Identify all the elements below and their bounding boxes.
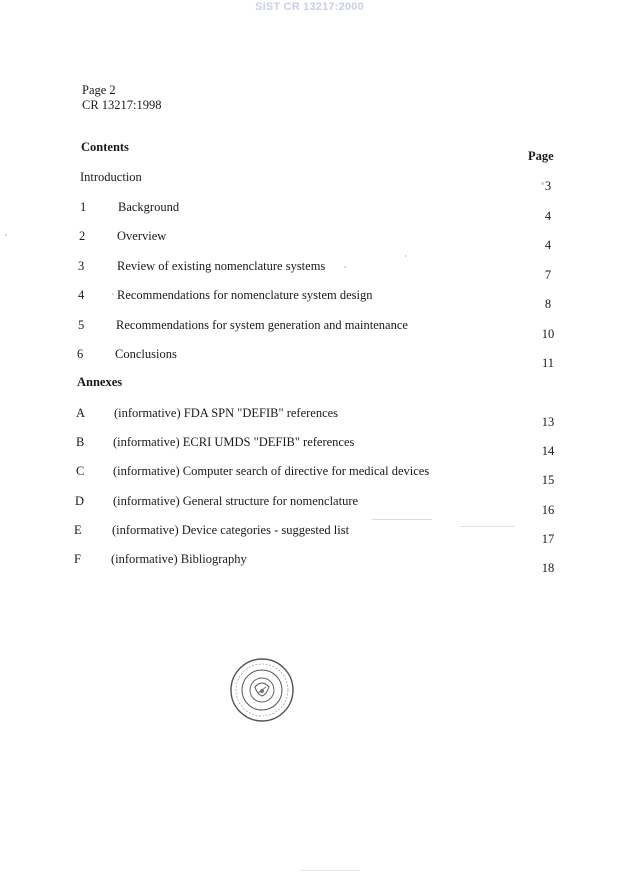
toc-entry-title: Conclusions: [115, 347, 177, 361]
contents-title: Contents: [81, 140, 129, 154]
scan-speck: [5, 234, 7, 236]
toc-entry-number: 5: [78, 318, 85, 332]
scan-speck: [405, 255, 407, 257]
annex-title: (informative) ECRI UMDS "DEFIB" references: [113, 435, 355, 449]
toc-entry-page: 10: [541, 327, 555, 341]
annexes-title: Annexes: [77, 375, 123, 389]
annex-title: (informative) Bibliography: [111, 552, 247, 566]
annex-letter: F: [74, 552, 81, 566]
annex-page: 13: [541, 415, 555, 429]
annex-page: 18: [541, 561, 555, 575]
toc-entry-title: Overview: [117, 229, 167, 243]
scan-speck: [344, 266, 346, 268]
toc-entry-title: Introduction: [80, 170, 142, 184]
scan-speck: [460, 526, 515, 527]
toc-entry-page: 4: [544, 238, 552, 252]
toc-entry-introduction: [0, 170, 619, 198]
toc-entry-page: 8: [544, 297, 552, 311]
annex-entry-c: [0, 464, 619, 492]
toc-entry-page: 4: [544, 209, 552, 223]
annex-letter: B: [76, 435, 85, 449]
toc-entry-number: 6: [77, 347, 84, 361]
annex-page: 14: [541, 444, 555, 458]
toc-entry-number: 1: [80, 200, 87, 214]
scan-speck: [112, 293, 114, 295]
annex-entry-f: [0, 552, 619, 580]
toc-entry-title: Recommendations for nomenclature system design: [117, 288, 373, 302]
toc-entry-number: 4: [78, 288, 85, 302]
scan-speck: [300, 870, 360, 871]
toc-entry-conclusions: [0, 347, 619, 375]
toc-entry-background: [0, 200, 619, 228]
annex-page: 15: [541, 473, 555, 487]
toc-entry-design: [0, 288, 619, 316]
annex-title: (informative) Device categories - suggested list: [112, 523, 350, 537]
document-id: CR 13217:1998: [82, 98, 162, 112]
toc-entry-overview: [0, 229, 619, 257]
annex-entry-d: [0, 494, 619, 522]
scan-speck: [541, 182, 544, 185]
toc-entry-page: 7: [544, 268, 552, 282]
annex-letter: C: [76, 464, 85, 478]
scan-speck: [372, 519, 432, 520]
annex-letter: A: [76, 406, 86, 420]
annex-title: (informative) Computer search of directive for medical devices: [113, 464, 430, 478]
annex-title: (informative) General structure for nomenclature: [113, 494, 359, 508]
watermark: SIST CR 13217:2000: [255, 1, 364, 13]
toc-entry-page: 11: [541, 356, 555, 370]
toc-entry-title: Recommendations for system generation and maintenance: [116, 318, 408, 332]
annex-entry-b: [0, 435, 619, 463]
annex-page: 17: [541, 532, 555, 546]
toc-entry-title: Background: [118, 200, 180, 214]
annex-page: 16: [541, 503, 555, 517]
annex-entry-e: [0, 523, 619, 551]
toc-entry-number: 2: [79, 229, 86, 243]
annex-letter: E: [74, 523, 82, 537]
annex-letter: D: [75, 494, 85, 508]
annex-entry-a: [0, 406, 619, 434]
toc-entry-review: [0, 259, 619, 287]
annex-title: (informative) FDA SPN "DEFIB" references: [114, 406, 339, 420]
page-number: Page 2: [82, 83, 116, 97]
toc-entry-number: 3: [78, 259, 85, 273]
toc-entry-maintenance: [0, 318, 619, 346]
page-column-label: Page: [528, 149, 554, 163]
toc-entry-title: Review of existing nomenclature systems: [117, 259, 326, 273]
toc-entry-page: 3: [544, 179, 552, 193]
official-seal-icon: [229, 657, 295, 723]
